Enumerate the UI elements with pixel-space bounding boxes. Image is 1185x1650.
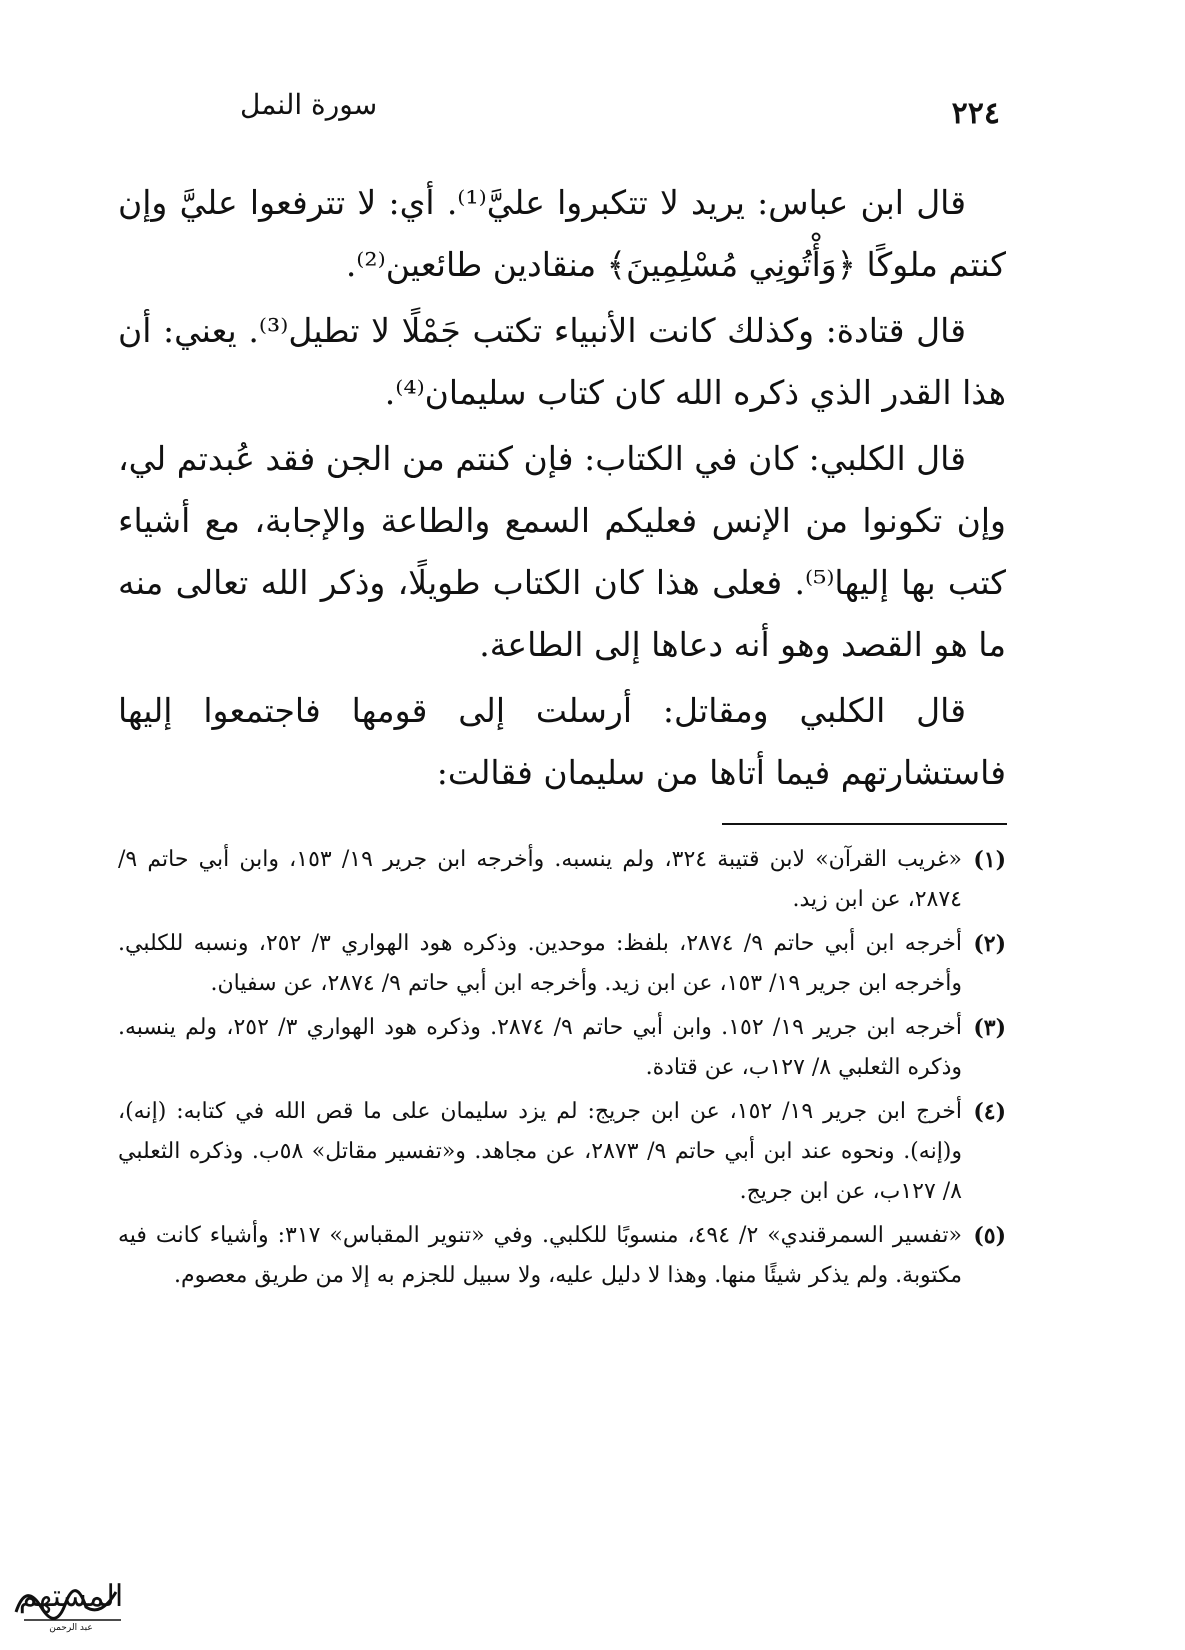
footnotes: [118, 840, 1006, 1300]
footnote: [118, 1008, 1006, 1088]
page-number: ٢٢٤: [951, 96, 1000, 131]
footnote-text: أخرجه ابن أبي حاتم ٩/ ٢٨٧٤، بلفظ: موحدين. وذكره هود الهواري ٣/ ٢٥٢، ونسبه للكلبي. وأخرجه ابن جرير ١٩/ ١٥٣، عن ابن زيد. وأخرجه ابن أبي حاتم ٩/ ٢٨٧٤، عن سفيان.: [118, 931, 963, 996]
footnote: [118, 1092, 1006, 1212]
footnote-text: «غريب القرآن» لابن قتيبة ٣٢٤، ولم ينسبه. وأخرجه ابن جرير ١٩/ ١٥٣، وابن أبي حاتم ٩/ ٢٨٧٤، عن ابن زيد.: [118, 847, 963, 912]
footnote-number: (٣): [973, 1015, 1006, 1041]
footnote-text: أخرجه ابن جرير ١٩/ ١٥٢. وابن أبي حاتم ٩/ ٢٨٧٤. وذكره هود الهواري ٣/ ٢٥٢، ولم ينسبه. وذكره الثعلبي ٨/ ١٢٧ب، عن قتادة.: [118, 1015, 963, 1080]
footnote-separator: [722, 823, 1007, 825]
paragraph: قال قتادة: وكذلك كانت الأنبياء تكتب جَمْلًا لا تطيل⁽³⁾. يعني: أن هذا القدر الذي ذكره الله كان كتاب سليمان⁽⁴⁾.: [118, 311, 1006, 412]
logo-text: المستهم: [18, 1579, 124, 1614]
sura-name: سورة النمل: [240, 88, 378, 121]
footnote: [118, 924, 1006, 1004]
footnote-number: (٢): [973, 931, 1006, 957]
footnote-text: «تفسير السمرقندي» ٢/ ٤٩٤، منسوبًا للكلبي. وفي «تنوير المقباس» ٣١٧: وأشياء كانت فيه مكتوبة. ولم يذكر شيئًا منها. وهذا لا دليل عليه، ولا سبيل للجزم به إلا من طريق معصوم.: [118, 1223, 962, 1288]
page-header: [120, 78, 1000, 138]
footnote: [118, 840, 1006, 920]
calligraphy-logo-icon: [6, 1562, 136, 1634]
footnote-number: (٥): [973, 1223, 1006, 1249]
paragraph: قال ابن عباس: يريد لا تتكبروا عليَّ⁽¹⁾. أي: لا تترفعوا عليَّ وإن كنتم ملوكًا ﴿وَأْتُونِي مُسْلِمِينَ﴾ منقادين طائعين⁽²⁾.: [118, 183, 1006, 284]
logo-subtext: عبد الرحمن: [49, 1623, 93, 1633]
paragraph: قال الكلبي ومقاتل: أرسلت إلى قومها فاجتمعوا إليها فاستشارتهم فيما أتاها من سليمان فقالت:: [118, 691, 1006, 792]
footnote-number: (١): [973, 847, 1006, 873]
main-text: [118, 172, 1006, 808]
footnote-text: أخرج ابن جرير ١٩/ ١٥٢، عن ابن جريج: لم يزد سليمان على ما قص الله في كتابه: (إنه)، و(إنه). ونحوه عند ابن أبي حاتم ٩/ ٢٨٧٣، عن مجاهد. و«تفسير مقاتل» ٥٨ب. وذكره الثعلبي ٨/ ١٢٧ب، عن ابن جريج.: [118, 1099, 963, 1204]
paragraph: قال الكلبي: كان في الكتاب: فإن كنتم من الجن فقد عُبدتم لي، وإن تكونوا من الإنس فعليكم السمع والطاعة والإجابة، مع أشياء كتب بها إليها⁽⁵⁾. فعلى هذا كان الكتاب طويلًا، وذكر الله تعالى منه ما هو القصد وهو أنه دعاها إلى الطاعة.: [118, 439, 1006, 664]
footnote: [118, 1216, 1006, 1296]
footnote-number: (٤): [973, 1099, 1006, 1125]
